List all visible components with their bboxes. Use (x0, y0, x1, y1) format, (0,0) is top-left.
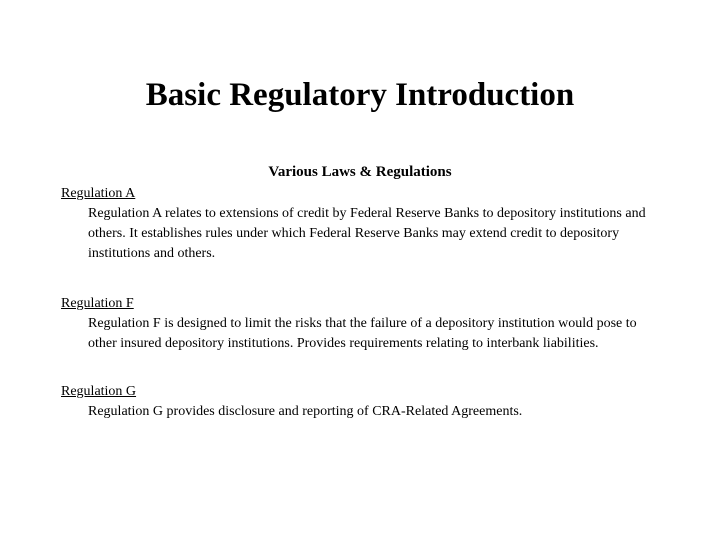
regulation-heading: Regulation A (61, 186, 136, 201)
regulation-description: Regulation F is designed to limit the risks that the failure of a depository institution would pose to other insured depository institutions. Provides requirements relating to interbank liabilities. (88, 316, 637, 351)
regulation-description: Regulation A relates to extensions of credit by Federal Reserve Banks to depository institutions and others. It establishes rules under which Federal Reserve Banks may extend credit to depository institutions and others. (88, 206, 646, 261)
slide-title: Basic Regulatory Introduction (145, 77, 575, 113)
regulation-heading: Regulation G (61, 384, 137, 399)
regulation-heading: Regulation F (61, 296, 134, 311)
subtitle-text: Various Laws & Regulations (268, 164, 452, 180)
regulation-item-f (61, 294, 661, 354)
regulation-description: Regulation G provides disclosure and reporting of CRA-Related Agreements. (88, 404, 523, 419)
regulation-item-g (61, 382, 661, 422)
slide-subtitle (0, 161, 720, 183)
regulation-item-a (61, 184, 661, 264)
regulations-list (61, 184, 661, 422)
